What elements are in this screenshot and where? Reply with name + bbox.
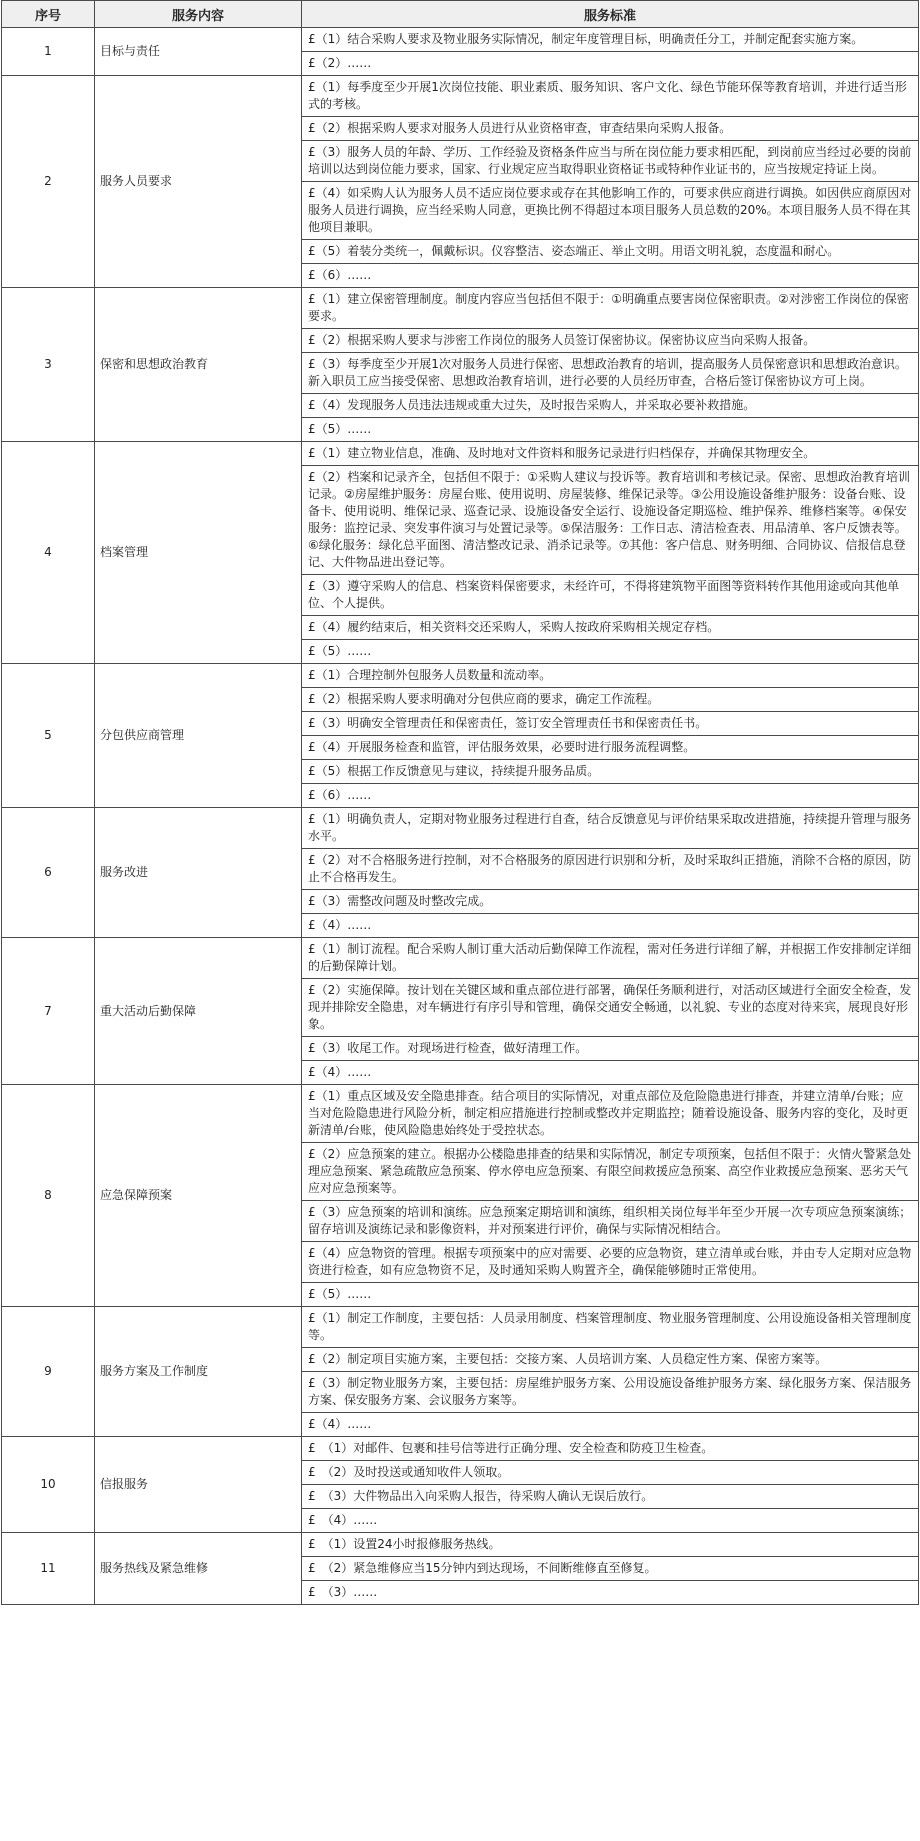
serial-number-cell: 1 [2,28,95,76]
serial-number-cell: 6 [2,808,95,938]
service-content-cell: 分包供应商管理 [95,664,302,808]
service-standard-item: £（1）合理控制外包服务人员数量和流动率。 [302,664,919,688]
service-standard-item: £（2）对不合格服务进行控制，对不合格服务的原因进行识别和分析，及时采取纠正措施，消除不合格的原因，防止不合格再发生。 [302,849,919,890]
service-standard-item: £（4）…… [302,1413,919,1437]
service-content-cell: 信报服务 [95,1437,302,1533]
service-standard-item: £ （4）…… [302,1509,919,1533]
service-content-cell: 服务方案及工作制度 [95,1307,302,1437]
service-standard-item: £（1）建立物业信息，准确、及时地对文件资料和服务记录进行归档保存，并确保其物理安全。 [302,442,919,466]
service-standard-item: £（1）建立保密管理制度。制度内容应当包括但不限于：①明确重点要害岗位保密职责。②对涉密工作岗位的保密要求。 [302,288,919,329]
service-standard-item: £（2）根据采购人要求与涉密工作岗位的服务人员签订保密协议。保密协议应当向采购人报备。 [302,329,919,353]
header-row [2,1,919,28]
serial-number-cell: 2 [2,76,95,288]
serial-number-cell: 10 [2,1437,95,1533]
service-standard-item: £（4）履约结束后，相关资料交还采购人，采购人按政府采购相关规定存档。 [302,616,919,640]
service-standards-table [1,0,919,1605]
service-standard-item: £（3）明确安全管理责任和保密责任，签订安全管理责任书和保密责任书。 [302,712,919,736]
service-standard-item: £（5）着装分类统一，佩戴标识。仪容整洁、姿态端正、举止文明。用语文明礼貌，态度温和耐心。 [302,240,919,264]
service-content-cell: 应急保障预案 [95,1085,302,1307]
table-row [2,288,919,329]
service-standard-item: £ （3）…… [302,1581,919,1605]
service-standard-item: £（4）如采购人认为服务人员不适应岗位要求或存在其他影响工作的，可要求供应商进行调换。如因供应商原因对服务人员进行调换，应当经采购人同意，更换比例不得超过本项目服务人员总数的20%。本项目服务人员不得在其他项目兼职。 [302,182,919,240]
service-standard-item: £（2）根据采购人要求明确对分包供应商的要求，确定工作流程。 [302,688,919,712]
service-standard-item: £（5）…… [302,1283,919,1307]
service-standard-item: £（5）根据工作反馈意见与建议，持续提升服务品质。 [302,760,919,784]
service-standard-item: £（3）遵守采购人的信息、档案资料保密要求，未经许可，不得将建筑物平面图等资料转作其他用途或向其他单位、个人提供。 [302,575,919,616]
serial-number-cell: 9 [2,1307,95,1437]
table-body [2,28,919,1605]
service-standard-item: £ （3）大件物品出入向采购人报告，待采购人确认无误后放行。 [302,1485,919,1509]
service-standard-item: £（1）明确负责人，定期对物业服务过程进行自查，结合反馈意见与评价结果采取改进措施，持续提升管理与服务水平。 [302,808,919,849]
service-standard-item: £（4）…… [302,914,919,938]
serial-number-cell: 4 [2,442,95,664]
serial-number-cell: 11 [2,1533,95,1605]
service-standard-item: £（1）每季度至少开展1次岗位技能、职业素质、服务知识、客户文化、绿色节能环保等教育培训，并进行适当形式的考核。 [302,76,919,117]
service-standard-item: £（1）制订流程。配合采购人制订重大活动后勤保障工作流程，需对任务进行详细了解，并根据工作安排制定详细的后勤保障计划。 [302,938,919,979]
table-row [2,76,919,117]
table-row [2,1085,919,1143]
serial-number-cell: 8 [2,1085,95,1307]
table-row [2,808,919,849]
service-standard-item: £（2）实施保障。按计划在关键区域和重点部位进行部署，确保任务顺利进行，对活动区域进行全面安全检查，发现并排除安全隐患，对车辆进行有序引导和管理，确保交通安全畅通，以礼貌、专业的态度对待来宾，展现良好形象。 [302,979,919,1037]
service-content-cell: 档案管理 [95,442,302,664]
service-standard-item: £（4）开展服务检查和监管，评估服务效果，必要时进行服务流程调整。 [302,736,919,760]
service-standard-item: £（1）制定工作制度，主要包括：人员录用制度、档案管理制度、物业服务管理制度、公用设施设备相关管理制度等。 [302,1307,919,1348]
service-standard-item: £（2）…… [302,52,919,76]
service-standard-item: £（2）根据采购人要求对服务人员进行从业资格审查，审查结果向采购人报备。 [302,117,919,141]
header-serial-number: 序号 [2,1,95,28]
service-content-cell: 服务改进 [95,808,302,938]
service-standard-item: £（2）制定项目实施方案，主要包括：交接方案、人员培训方案、人员稳定性方案、保密方案等。 [302,1348,919,1372]
service-standard-item: £（1）结合采购人要求及物业服务实际情况，制定年度管理目标，明确责任分工，并制定配套实施方案。 [302,28,919,52]
header-service-standard: 服务标准 [302,1,919,28]
serial-number-cell: 7 [2,938,95,1085]
service-standard-item: £（3）应急预案的培训和演练。应急预案定期培训和演练，组织相关岗位每半年至少开展一次专项应急预案演练；留存培训及演练记录和影像资料，并对预案进行评价，确保与实际情况相结合。 [302,1201,919,1242]
header-service-content: 服务内容 [95,1,302,28]
service-standard-item: £（3）收尾工作。对现场进行检查，做好清理工作。 [302,1037,919,1061]
table-row [2,1437,919,1461]
service-standard-item: £（4）发现服务人员违法违规或重大过失，及时报告采购人，并采取必要补救措施。 [302,394,919,418]
service-standard-item: £（6）…… [302,784,919,808]
table-row [2,938,919,979]
service-standard-item: £ （1）对邮件、包裹和挂号信等进行正确分理、安全检查和防疫卫生检查。 [302,1437,919,1461]
service-content-cell: 重大活动后勤保障 [95,938,302,1085]
service-standard-item: £（1）重点区域及安全隐患排查。结合项目的实际情况，对重点部位及危险隐患进行排查，并建立清单/台账；应当对危险隐患进行风险分析，制定相应措施进行控制或整改并定期监控；随着设施设备、服务内容的变化，及时更新清单/台账，使风险隐患始终处于受控状态。 [302,1085,919,1143]
service-standard-item: £ （2）紧急维修应当15分钟内到达现场，不间断维修直至修复。 [302,1557,919,1581]
service-content-cell: 服务热线及紧急维修 [95,1533,302,1605]
service-standard-item: £（3）每季度至少开展1次对服务人员进行保密、思想政治教育的培训，提高服务人员保密意识和思想政治意识。新入职员工应当接受保密、思想政治教育培训，进行必要的人员经历审查，合格后签订保密协议方可上岗。 [302,353,919,394]
service-standard-item: £ （2）及时投送或通知收件人领取。 [302,1461,919,1485]
service-standard-item: £（6）…… [302,264,919,288]
service-standard-item: £ （1）设置24小时报修服务热线。 [302,1533,919,1557]
service-standard-item: £（3）需整改问题及时整改完成。 [302,890,919,914]
service-standard-item: £（4）…… [302,1061,919,1085]
serial-number-cell: 3 [2,288,95,442]
table-row [2,442,919,466]
service-standard-item: £（3）服务人员的年龄、学历、工作经验及资格条件应当与所在岗位能力要求相匹配，到岗前应当经过必要的岗前培训以达到岗位能力要求，国家、行业规定应当取得职业资格证书或特种作业证书的，应当按规定持证上岗。 [302,141,919,182]
service-standard-item: £（5）…… [302,418,919,442]
table-row [2,1533,919,1557]
table-row [2,28,919,52]
table-row [2,1307,919,1348]
service-content-cell: 保密和思想政治教育 [95,288,302,442]
serial-number-cell: 5 [2,664,95,808]
service-content-cell: 服务人员要求 [95,76,302,288]
table-row [2,664,919,688]
service-standard-item: £（4）应急物资的管理。根据专项预案中的应对需要、必要的应急物资，建立清单或台账，并由专人定期对应急物资进行检查，如有应急物资不足，及时通知采购人购置齐全，确保能够随时正常使用。 [302,1242,919,1283]
service-standard-item: £（5）…… [302,640,919,664]
service-standard-item: £（3）制定物业服务方案，主要包括：房屋维护服务方案、公用设施设备维护服务方案、绿化服务方案、保洁服务方案、保安服务方案、会议服务方案等。 [302,1372,919,1413]
service-standard-item: £（2）应急预案的建立。根据办公楼隐患排查的结果和实际情况，制定专项预案，包括但不限于：火情火警紧急处理应急预案、紧急疏散应急预案、停水停电应急预案、有限空间救援应急预案、高空作业救援应急预案、恶劣天气应对应急预案等。 [302,1143,919,1201]
service-standard-item: £（2）档案和记录齐全，包括但不限于：①采购人建议与投诉等。教育培训和考核记录。保密、思想政治教育培训记录。②房屋维护服务：房屋台账、使用说明、房屋装修、维保记录等。③公用设施设备维护服务：设备台账、设备卡、使用说明、维保记录、巡查记录、设施设备安全运行、设施设备定期巡检、维护保养、维修档案等。④保安服务：监控记录、突发事件演习与处置记录等。⑤保洁服务：工作日志、清洁检查表、用品清单、客户反馈表等。⑥绿化服务：绿化总平面图、清洁整改记录、消杀记录等。⑦其他：客户信息、财务明细、合同协议、信报信息登记、大件物品进出登记等。 [302,466,919,575]
service-content-cell: 目标与责任 [95,28,302,76]
